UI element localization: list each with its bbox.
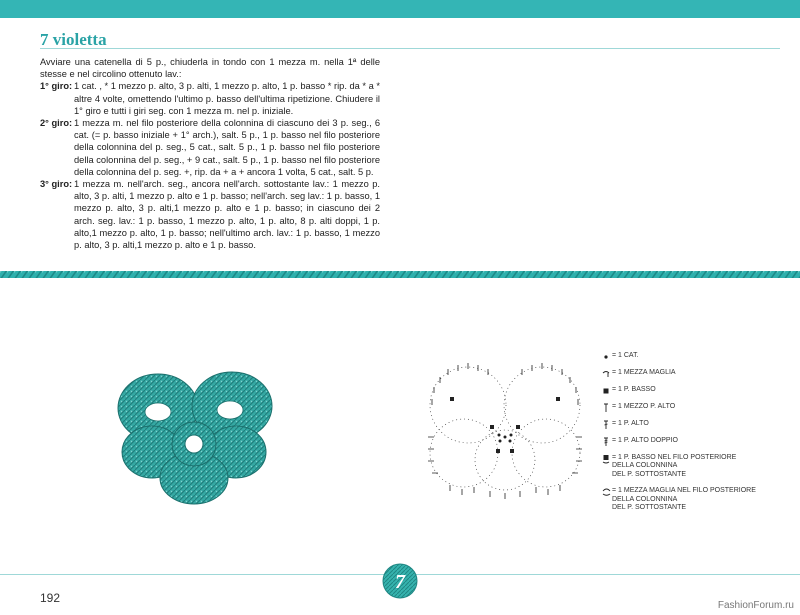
round-label: 1° giro: (40, 81, 73, 92)
legend-text: DELLA COLONNINA (612, 462, 678, 470)
legend-item (600, 352, 790, 361)
back-loop-sc-icon (600, 454, 612, 463)
half-double-icon (600, 403, 612, 412)
legend-text: = 1 MEZZA MAGLIA NEL FILO POSTERIORE (612, 487, 756, 495)
rope-divider (0, 270, 800, 280)
round-label: 2° giro: (40, 118, 73, 129)
legend-text: DELLA COLONNINA (612, 495, 678, 503)
violet-flower-photo (110, 360, 280, 510)
legend-text: DEL P. SOTTOSTANTE (612, 470, 687, 478)
legend-text: = 1 MEZZA MAGLIA (612, 369, 676, 376)
instructions-block (40, 56, 380, 251)
page-number: 192 (40, 591, 61, 605)
badge-number: 7 (395, 571, 405, 593)
legend-item (600, 487, 790, 512)
legend-text: = 1 P. BASSO (612, 386, 656, 393)
round-2 (40, 117, 380, 178)
top-color-bar (0, 0, 800, 18)
legend-text: = 1 P. ALTO DOPPIO (612, 437, 678, 444)
intro-text: Avviare una catenella di 5 p., chiuderla in tondo con 1 mezza m. nella 1ª delle stesse e nel circolino ottenuto lav.: (40, 57, 380, 80)
legend-text: DEL P. SOTTOSTANTE (612, 504, 687, 512)
legend-item (600, 454, 790, 479)
round-1 (40, 80, 380, 117)
legend-item (600, 386, 790, 395)
yarn-ball-badge (381, 562, 419, 600)
legend-text: = 1 P. BASSO NEL FILO POSTERIORE (612, 454, 737, 461)
legend-item (600, 437, 790, 446)
legend-text: = 1 CAT. (612, 352, 639, 359)
dot-icon (600, 352, 612, 361)
square-icon (600, 386, 612, 395)
legend-text: = 1 P. ALTO (612, 420, 649, 427)
watermark: FashionForum.ru (717, 600, 794, 611)
round-text: 1 mezza m. nel filo posteriore della colonnina di ciascuno dei 3 p. seg., 6 cat. (= p. basso iniziale + 1° arch.), salt. 5 p., 1 p. basso nel filo posteriore della colonnina del p. seg., 5 cat., salt. 5 p., 1 p. basso nel filo posteriore della colonnina del p. seg., + 9 cat., salt. 5 p., 1 p. basso nel filo posteriore della colonnina del p. seg. +, rip. da + a + ancora 1 volta, 5 cat., salt. 5 p. (74, 118, 380, 177)
legend-item (600, 420, 790, 429)
legend-text: = 1 MEZZO P. ALTO (612, 403, 676, 410)
treble-icon (600, 437, 612, 446)
legend-item (600, 369, 790, 378)
crochet-chart (420, 345, 590, 510)
double-icon (600, 420, 612, 429)
back-loop-slip-icon (600, 487, 612, 496)
symbol-legend (600, 352, 790, 520)
title-divider (40, 48, 780, 49)
round-label: 3° giro: (40, 179, 73, 190)
slip-stitch-icon (600, 369, 612, 378)
round-3 (40, 178, 380, 251)
round-text: 1 mezza m. nell'arch. seg., ancora nell'arch. sottostante lav.: 1 mezzo p. alto, 3 p. alti, 1 mezzo p. alto e 1 p. basso; nell'arch. seg lav.: 1 p. basso, 1 mezzo p. alto, 3 p. alti,1 mezzo p. alto e 1 p. basso; in ciascuno dei 2 arch. seg. lav.: 1 p. basso, 1 mezzo p. alto, 1 p. alto, 8 p. alti doppi, 1 p. alto,1 mezzo p. alto, 1 p. basso; nell'ultimo arch. lav.: 1 p. basso, 1 mezzo p. alto, 3 p. alti,1 mezzo p. alto e 1 p. basso. (74, 179, 380, 251)
legend-item (600, 403, 790, 412)
round-text: 1 cat. , * 1 mezzo p. alto, 3 p. alti, 1 mezzo p. alto, 1 p. basso * rip. da * a * altre 4 volte, omettendo l'ultimo p. basso dell'ultima ripetizione. Chiudere il 1° giro e tutti i giri seg. con 1 mezza m. nel p. iniziale. (74, 81, 380, 116)
page-title: 7 violetta (40, 30, 107, 49)
